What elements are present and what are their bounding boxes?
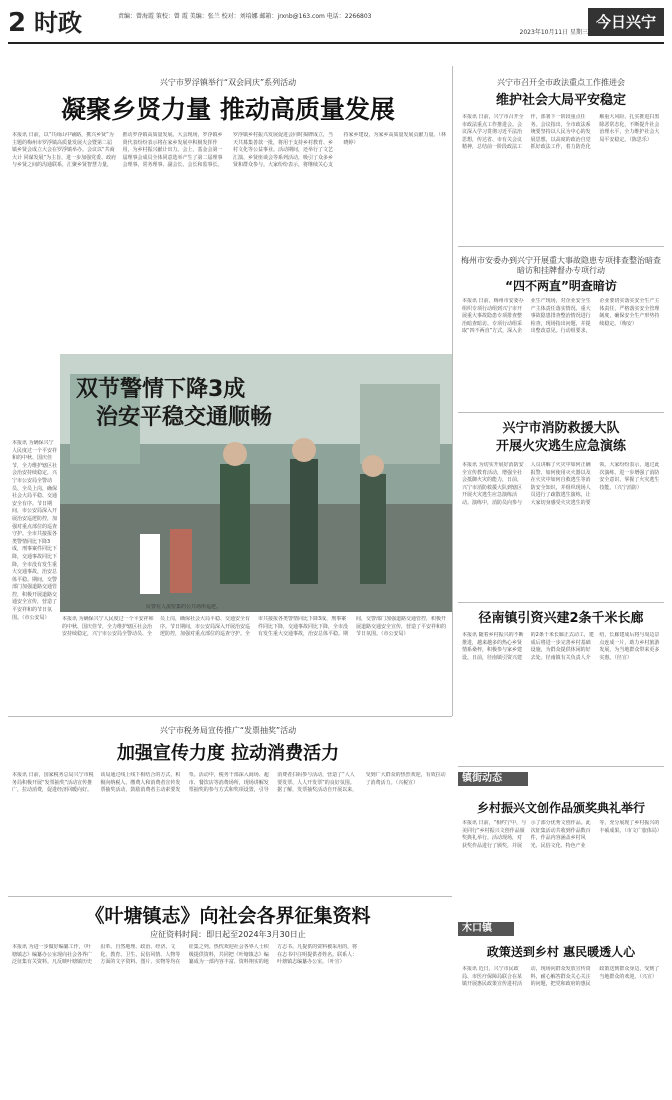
right3-headline-2: 开展火灾逃生应急演练	[495, 439, 626, 454]
photo-headline-2: 治安平稳交通顺畅	[96, 405, 273, 430]
photo-headline-1: 双节警情下降3成	[76, 377, 246, 402]
bottom1-kicker: 兴宁市税务局宣传推广“发票抽奖”活动	[159, 726, 297, 735]
right2-kicker: 梅州市安委办到兴宁开展重大事故隐患专项排查整治暗查暗访和挂牌督办专项行动	[461, 256, 661, 275]
bottom2-headline: 《叶塘镇志》向社会各界征集资料	[85, 905, 371, 927]
bottom1-headline: 加强宣传力度 拉动消费活力	[116, 743, 340, 764]
bottom-divider	[8, 716, 452, 717]
lead-body: 本报讯 日前，以“共商山中铺路，携兴乡贤”为主题的梅州市罗浮镇高质量发展大会暨第二届镇乡贤会成立大会在罗浮镇举办。会议以“共商大计 同谋发展”为主旨，进一步加强党委、政府与乡贤之间的沟通联系，汇聚乡贤智慧力量，推动罗浮镇高质量发展。大会现场，罗浮镇乡贤代表纷纷表示将在家乡发展中积极发挥作用，为乡村振兴献计出力。会上，基金会第一届理事会成员全体同意选举产生了第二届理事会理事、常务理事、副会长、会长和监事长。罗浮镇乡村振兴发展促进会同时揭牌成立，当天共募集善款一批，将用于支持乡村教育、乡村文化等公益事业。活动期间，还举行了文艺汇演、乡贤座谈会等系列活动，吸引了众多乡贤和群众参与。大家纷纷表示，将继续关心支持家乡建设，为家乡高质量发展贡献力量。（林晓婷）	[12, 132, 447, 169]
right-divider-1	[458, 246, 664, 247]
right-divider-2	[458, 412, 664, 413]
masthead-rule	[8, 42, 664, 44]
lead-headline: 凝聚乡贤力量 推动高质量发展	[61, 95, 395, 124]
right1-body: 本报讯 日前，兴宁市召开全市政法重点工作推进会。会议深入学习贯彻习近平法治思想，传达省、市有关会议精神，总结前一阶段政法工作，部署下一阶段重点任务。会议指出，全市政法系统要坚持以人民为中心的发展思想，以高度的政治自觉抓好政法工作，着力防范化解重大风险，扎实推进扫黑除恶常态化，不断提升社会治理水平，全力维护社会大局平安稳定。（陈思乐）	[462, 114, 660, 151]
right4-body: 本报讯 随着乡村振兴的不断推进，越来越多的热心乡贤情系桑梓，积极参与家乡建设。日前，径南镇引资兴建的2条千米长廊正式动工，建成后将进一步完善乡村基础设施，为群众提供休闲的好去处。径南镇有关负责人介绍，长廊建成后将与周边景点连成一片，助力乡村旅游发展，为当地群众带来更多实惠。（径宣）	[462, 632, 660, 661]
traffic-body-cont: 本报讯 为确保兴宁人民度过一个平安祥和的中秋、国庆佳节，全力维护辖区社会治安持续稳定，兴宁市公安局全警动员、全员上岗，确保社会大局平稳、交通安全有序。节日期间，市公安局深入开展治安巡逻防控，加强对重点部位的巡查守护。全市共接报各类警情同比下降3成，刑事案件同比下降，交通事故同比下降，全市没有发生重大交通事故，治安总体平稳。期间，交警部门加强道路交通管控，积极开展道路交通安全宣传，营造了平安祥和的节日氛围。（市公安局）	[62, 616, 447, 638]
right4-headline: 径南镇引资兴建2条千米长廊	[478, 611, 644, 626]
section-title: 时政	[34, 9, 82, 37]
box2-headline: 政策送到乡村 惠民暖透人心	[486, 945, 636, 959]
right2-headline: “四不两直”明查暗访	[505, 279, 617, 293]
bottom1-body: 本报讯 日前，国家税务总局兴宁市税务局积极开展“发票抽奖”活动宣传推广，拉动消费，促进经济回暖向好。该局通过线上线下相结合的方式，积极向纳税人、缴费人和消费者宣传发票抽奖活动，鼓励消费者主动索要发票。活动中，税务干部深入商场、超市、餐饮店等消费场所，现场讲解发票抽奖的参与方式和奖项设置，引导消费者扫码参与活动，营造了“人人要发票、人人开发票”的良好氛围。据了解，发票抽奖活动自开展以来，受到广大群众的热烈欢迎，有效拉动了消费活力。（兴税宣）	[12, 772, 446, 794]
right3-body: 本报讯 为切实开展好消防安全宣传教育活动，增强全社会抵御火灾的能力，日前，兴宁市消防救援大队到辖区开展火灾逃生应急演练活动。演练中，消防员向参与人员讲解了火灾中如何正确报警、如何使用灭火器以及在火灾中如何自救逃生等消防安全知识，并组织现场人员进行了疏散逃生演练，让大家切身感受火灾逃生的要领。大家纷纷表示，通过此次演练，进一步增强了消防安全意识，掌握了火灾逃生技能。（兴宁消防）	[462, 462, 660, 506]
bottom2-body: 本报讯 为进一步做好编纂工作，《叶塘镇志》编纂办公室现向社会各界广泛征集有关资料。凡反映叶塘镇历史沿革、自然地理、政治、经济、文化、教育、卫生、民俗风情、人物等方面的文字资料、图片、实物等均在征集之列。热忱欢迎社会各界人士积极提供资料，共同把《叶塘镇志》编纂成为一部内容丰富、资料翔实的地方志书。凡提供的资料被采用的，将在志书中注明提供者姓名。联系人：叶塘镇志编纂办公室。（叶宣）	[12, 944, 358, 966]
photo-caption: 民警在人流密集的公共场所巡逻。	[146, 604, 222, 610]
lead-kicker: 兴宁市罗浮镇举行“双会同庆”系列活动	[159, 78, 297, 87]
right-divider-4	[458, 766, 664, 767]
right2-body: 本报讯 日前，梅州市安委办组织专项行动组到兴宁市开展重大事故隐患专项排查整治暗查暗访。专项行动组采取“四不两直”方式，深入企业生产现场，对企业安全生产主体责任落实情况、重大事故隐患排查整治情况进行检查，现场指出问题，并提出整改意见。行动组要求，企业要切实落实安全生产主体责任，严格落实安全管理制度，确保安全生产形势持续稳定。（梅安）	[462, 298, 660, 335]
right-divider-3	[458, 602, 664, 603]
issue-date: 2023年10月11日 星期三	[519, 29, 588, 36]
right3-headline-1: 兴宁市消防救援大队	[502, 421, 620, 436]
box1-headline: 乡村振兴文创作品颁奖典礼举行	[476, 801, 645, 815]
column-rule	[452, 66, 453, 716]
right1-kicker: 兴宁市召开全市政法重点工作推进会	[497, 78, 625, 87]
box1-body: 本报讯 日前，“相约宁中，与美同行”乡村振兴文创作品颁奖典礼举行。活动现场，对获奖作品进行了颁奖，并展示了部分优秀文创作品。此次征集活动共收到作品数百件，作品内容涵盖乡村风光、民俗文化、特色产业等，充分展现了乡村振兴的丰硕成果。（市文广旅体局）	[462, 820, 662, 849]
editor-info: 责编：曾海霞 策校：曾 霞 美编：张兰 校对：刘培娜 邮箱：jrxnb@163.com 电话：2266803	[118, 13, 372, 20]
box2-body: 本报讯 近日，兴宁市民政局、市医疗保障局联合在某镇开展惠民政策宣传进村活动，现场向群众发放宣传资料，耐心解答群众关心关注的问题，把党和政府的惠民政策送到群众身边，受到了当地群众的欢迎。（兴宣）	[462, 966, 660, 988]
traffic-body: 本报讯 为确保兴宁人民度过一个平安祥和的中秋、国庆佳节，全力维护辖区社会治安持续稳定，兴宁市公安局全警动员、全员上岗，确保社会大局平稳、交通安全有序。节日期间，市公安局深入开展治安巡逻防控，加强对重点部位的巡查守护。全市共接报各类警情同比下降3成，刑事案件同比下降，交通事故同比下降，全市没有发生重大交通事故，治安总体平稳。期间，交警部门加强道路交通管控，积极开展道路交通安全宣传，营造了平安祥和的节日氛围。（市公安局）	[12, 440, 58, 621]
box2-label: 木口镇	[458, 922, 514, 936]
masthead	[8, 8, 664, 40]
box1-label: 镇街动态	[458, 772, 528, 786]
bottom2-subhead: 应征资料时间：即日起至2024年3月30日止	[150, 930, 306, 939]
page-number: 2	[8, 8, 27, 38]
right1-headline: 维护社会大局平安稳定	[495, 93, 626, 108]
bottom-divider-2	[8, 896, 452, 897]
newspaper-logo: 今日兴宁	[588, 8, 664, 36]
